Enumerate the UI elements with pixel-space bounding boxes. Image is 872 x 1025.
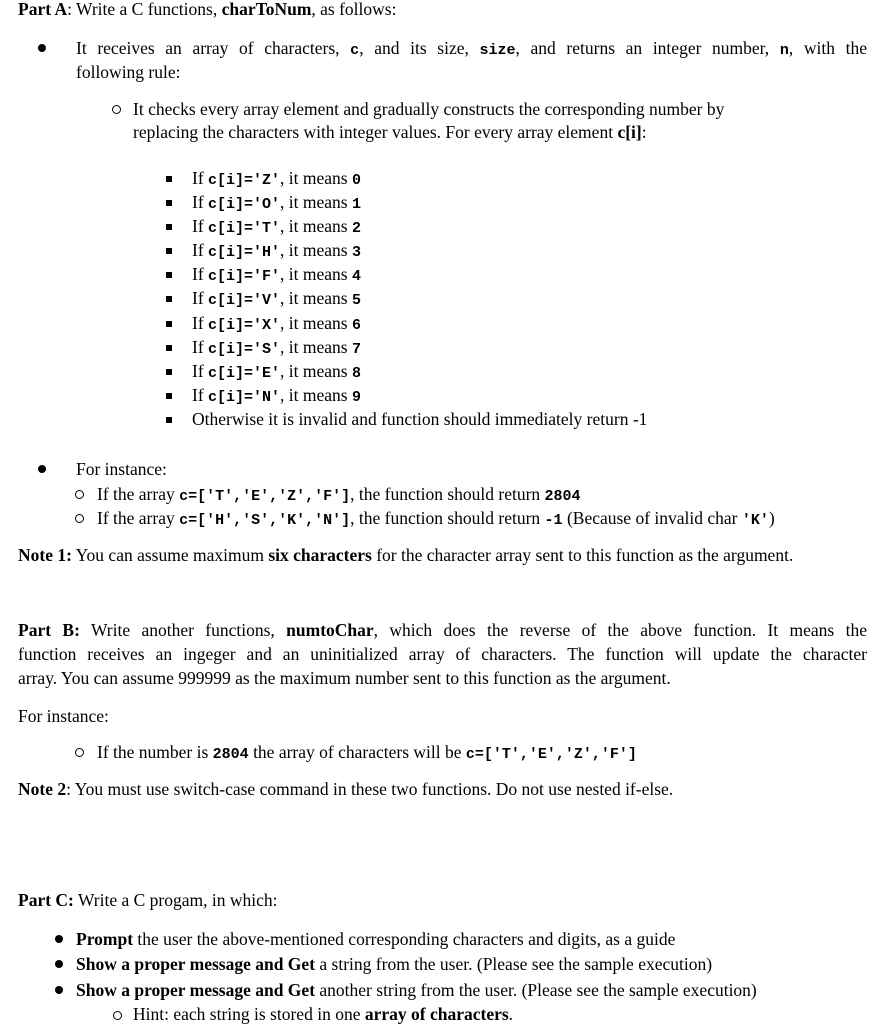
- rule-item: If c[i]='F', it means 4: [192, 264, 361, 285]
- square-bullet: [166, 248, 172, 254]
- square-bullet: [166, 272, 172, 278]
- circle-bullet: [113, 1011, 122, 1020]
- square-bullet: [166, 224, 172, 230]
- bullet-dot: [55, 986, 63, 994]
- square-bullet: [166, 176, 172, 182]
- circle-bullet: [112, 105, 121, 114]
- part-b-line2: function receives an ingeger and an uninitialized array of characters. The function will update the character: [18, 644, 867, 664]
- rule-item: If c[i]='E', it means 8: [192, 361, 361, 382]
- part-c-item-1: Prompt the user the above-mentioned corresponding characters and digits, as a guide: [76, 929, 676, 949]
- rule-item: If c[i]='N', it means 9: [192, 385, 361, 406]
- square-bullet: [166, 321, 172, 327]
- rule-item: If c[i]='Z', it means 0: [192, 168, 361, 189]
- part-b-line1: Part B: Write another functions, numtoChar, which does the reverse of the above function. It means the: [18, 620, 867, 640]
- rule-item: If c[i]='S', it means 7: [192, 337, 361, 358]
- circle-bullet: [75, 748, 84, 757]
- circle-bullet: [75, 490, 84, 499]
- bullet-dot: [55, 960, 63, 968]
- bullet-dot: [38, 465, 46, 473]
- rule-item: If c[i]='V', it means 5: [192, 288, 361, 309]
- square-bullet: [166, 393, 172, 399]
- part-c-item-2: Show a proper message and Get a string from the user. (Please see the sample execution): [76, 954, 713, 974]
- circle-bullet: [75, 514, 84, 523]
- note-1: Note 1: You can assume maximum six characters for the character array sent to this function as the argument.: [18, 545, 794, 565]
- square-bullet: [166, 296, 172, 302]
- part-c-hint: Hint: each string is stored in one array of characters.: [133, 1004, 514, 1024]
- rule-item: If c[i]='O', it means 1: [192, 192, 361, 213]
- square-bullet: [166, 200, 172, 206]
- rule-item: If c[i]='X', it means 6: [192, 313, 361, 334]
- square-bullet: [166, 345, 172, 351]
- part-a-title: Part A: Write a C functions, charToNum, as follows:: [18, 0, 397, 19]
- bullet-dot: [38, 44, 46, 52]
- part-c-title: Part C: Write a C progam, in which:: [18, 890, 278, 910]
- bullet-dot: [55, 935, 63, 943]
- part-a-description-line1: It receives an array of characters, c, and its size, size, and returns an integer number, n, with the: [76, 38, 867, 59]
- square-bullet: [166, 369, 172, 375]
- note-2: Note 2: You must use switch-case command in these two functions. Do not use nested if-else.: [18, 779, 674, 799]
- part-b-line3: array. You can assume 999999 as the maximum number sent to this function as the argument.: [18, 668, 671, 688]
- rule-item: If c[i]='H', it means 3: [192, 240, 361, 261]
- square-bullet: [166, 417, 172, 423]
- part-c-item-3: Show a proper message and Get another string from the user. (Please see the sample execution): [76, 980, 757, 1000]
- example-2: If the array c=['H','S','K','N'], the function should return -1 (Because of invalid char 'K'): [97, 508, 775, 529]
- example-1: If the array c=['T','E','Z','F'], the function should return 2804: [97, 484, 581, 505]
- instance-label: For instance:: [76, 459, 167, 479]
- rule-item: If c[i]='T', it means 2: [192, 216, 361, 237]
- part-b-example: If the number is 2804 the array of characters will be c=['T','E','Z','F']: [97, 742, 637, 763]
- sub-rule-line1: It checks every array element and gradually constructs the corresponding number by: [133, 99, 725, 119]
- rule-otherwise: Otherwise it is invalid and function should immediately return -1: [192, 409, 648, 429]
- part-b-instance-label: For instance:: [18, 706, 109, 726]
- part-a-description-line2: following rule:: [76, 62, 181, 82]
- sub-rule-line2: replacing the characters with integer values. For every array element c[i]:: [133, 122, 647, 142]
